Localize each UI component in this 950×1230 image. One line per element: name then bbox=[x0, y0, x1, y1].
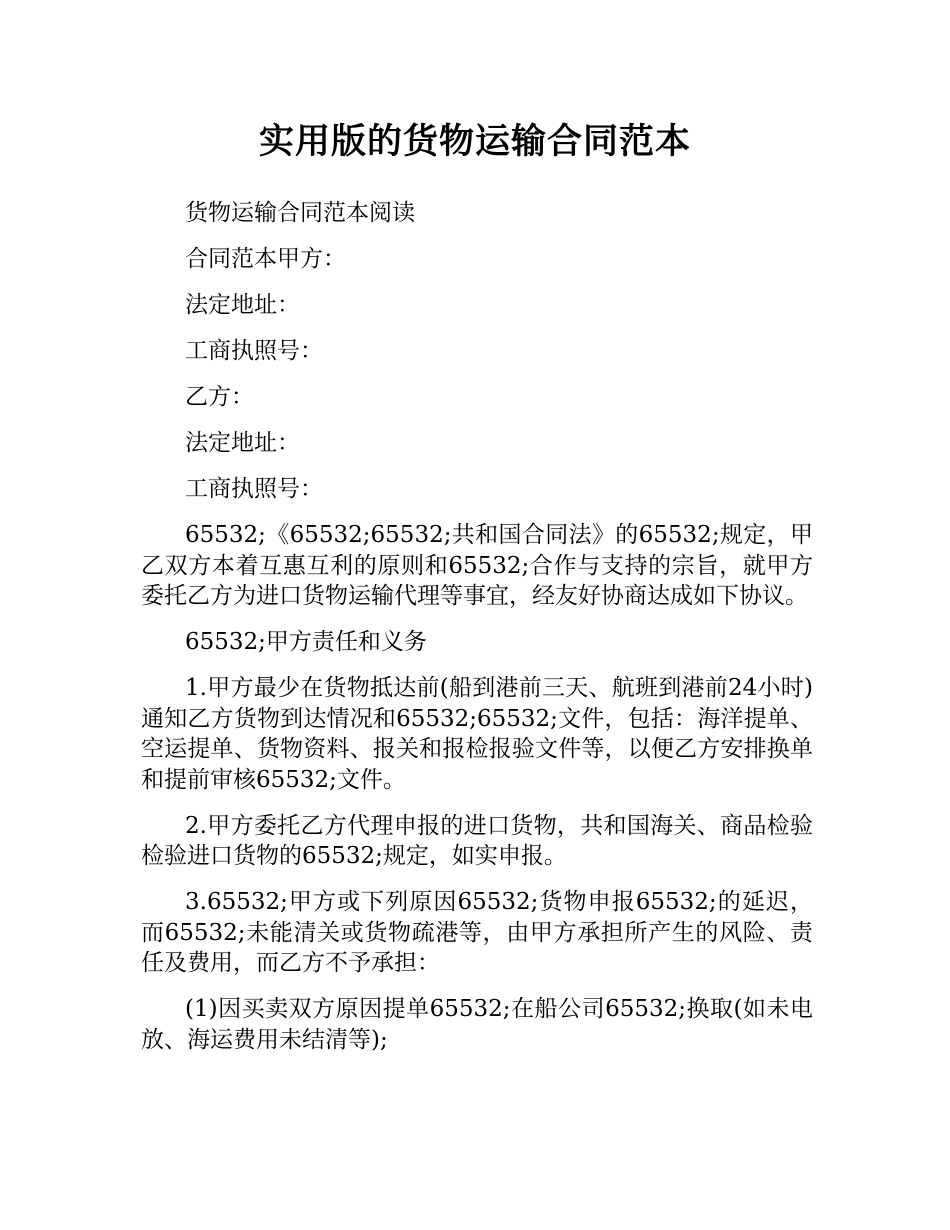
party-a-address-label: 法定地址： bbox=[185, 292, 300, 318]
document-body bbox=[141, 198, 813, 1071]
clause-2: 2.甲方委托乙方代理申报的进口货物，共和国海关、商品检验检验进口货物的65532;规定，如实申报。 bbox=[141, 812, 813, 869]
intro-line: 货物运输合同范本阅读 bbox=[185, 200, 415, 226]
clause-1: 1.甲方最少在货物抵达前(船到港前三天、航班到港前24小时)通知乙方货物到达情况和65532;65532;文件，包括：海洋提单、空运提单、货物资料、报关和报检报验文件等，以便乙方安排换单和提前审核65532;文件。 bbox=[141, 675, 813, 793]
section-heading: 65532;甲方责任和义务 bbox=[185, 629, 427, 655]
clause-3: 3.65532;甲方或下列原因65532;货物申报65532;的延迟，而65532;未能清关或货物疏港等，由甲方承担所产生的风险、责任及费用，而乙方不予承担： bbox=[141, 889, 813, 976]
preamble-paragraph: 65532;《65532;65532;共和国合同法》的65532;规定，甲乙双方本着互惠互利的原则和65532;合作与支持的宗旨，就甲方委托乙方为进口货物运输代理等事宜，经友好协商达成如下协议。 bbox=[141, 522, 813, 609]
party-a-license-label: 工商执照号： bbox=[185, 338, 323, 364]
party-a-label: 合同范本甲方： bbox=[185, 246, 346, 272]
document-title: 实用版的货物运输合同范本 bbox=[258, 122, 691, 162]
party-b-address-label: 法定地址： bbox=[185, 430, 300, 456]
clause-3-item-1: (1)因买卖双方原因提单65532;在船公司65532;换取(如未电放、海运费用未结清等); bbox=[141, 996, 813, 1053]
party-b-label: 乙方： bbox=[185, 384, 254, 410]
party-b-license-label: 工商执照号： bbox=[185, 476, 323, 502]
